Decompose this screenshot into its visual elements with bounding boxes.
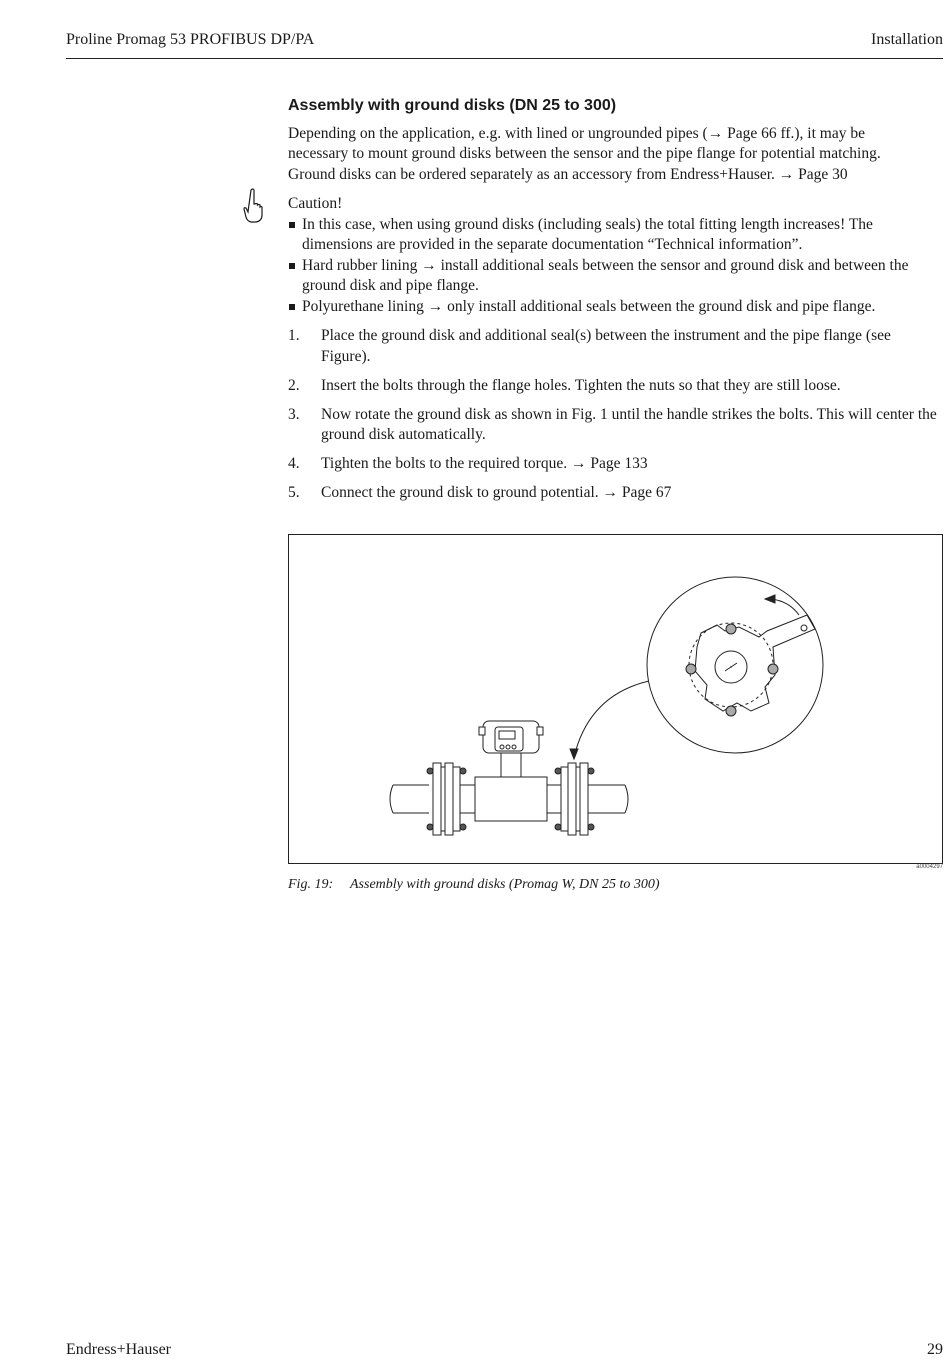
- assembly-figure: [288, 534, 943, 864]
- section-heading: Assembly with ground disks (DN 25 to 300): [288, 97, 617, 114]
- caution-heading: Caution!: [288, 195, 343, 212]
- figure-caption-text: Assembly with ground disks (Promag W, DN 25 to 300): [350, 877, 660, 892]
- figure-code-wrap: [288, 864, 943, 874]
- step-number: 5.: [288, 484, 300, 501]
- caution-item-text: In this case, when using ground disks (including seals) the total fitting length increases! The dimensions are provided in the separate documentation “Technical information”.: [302, 215, 873, 253]
- step-item: [288, 483, 943, 504]
- intro-paragraph: [288, 124, 943, 186]
- intro-line: necessary to mount ground disks between the sensor and the pipe flange for potential matching.: [288, 145, 881, 162]
- step-number: 1.: [288, 327, 300, 344]
- step-text: Now rotate the ground disk as shown in Fig. 1 until the handle strikes the bolts. This will center the ground disk automatically.: [321, 405, 937, 443]
- step-text: Insert the bolts through the flange holes. Tighten the nuts so that they are still loose.: [321, 376, 841, 394]
- bullet-square-icon: [289, 222, 295, 228]
- page-header: [66, 31, 943, 59]
- assembly-illustration: [289, 535, 944, 865]
- page-number: 29: [927, 1341, 943, 1358]
- caution-item: [288, 297, 943, 318]
- pointing-hand-icon: [242, 188, 264, 224]
- intro-line: Ground disks can be ordered separately as an accessory from Endress+Hauser. → Page 30: [288, 165, 848, 183]
- intro-line: Depending on the application, e.g. with lined or ungrounded pipes (→ Page 66 ff.), it may be: [288, 124, 865, 142]
- figure-caption: [288, 877, 660, 893]
- step-text: Place the ground disk and additional seal(s) between the instrument and the pipe flange (see Figure).: [321, 327, 891, 365]
- step-text: Connect the ground disk to ground potential. → Page 67: [321, 484, 672, 501]
- step-number: 4.: [288, 455, 300, 472]
- procedure-steps: [288, 326, 943, 504]
- step-item: [288, 454, 943, 475]
- figure-code: a0004297: [916, 864, 943, 870]
- caution-item-text: Hard rubber lining → install additional seals between the sensor and ground disk and between the ground disk and pipe flange.: [302, 256, 909, 294]
- caution-list: [288, 215, 943, 318]
- caution-item: [288, 215, 943, 256]
- step-item: [288, 405, 943, 446]
- step-number: 3.: [288, 405, 300, 423]
- step-number: 2.: [288, 376, 300, 394]
- bullet-square-icon: [289, 263, 295, 269]
- footer-company: Endress+Hauser: [66, 1341, 171, 1358]
- step-item: [288, 326, 943, 367]
- step-item: [288, 376, 943, 397]
- header-document-title: Proline Promag 53 PROFIBUS DP/PA: [66, 31, 315, 48]
- header-section-name: Installation: [871, 31, 943, 48]
- caution-item: [288, 256, 943, 297]
- caution-item-text: Polyurethane lining → only install additional seals between the ground disk and pipe flange.: [302, 297, 876, 315]
- figure-caption-number: Fig. 19:: [288, 877, 334, 892]
- bullet-square-icon: [289, 304, 295, 310]
- step-text: Tighten the bolts to the required torque. → Page 133: [321, 455, 648, 472]
- main-content: [288, 96, 943, 512]
